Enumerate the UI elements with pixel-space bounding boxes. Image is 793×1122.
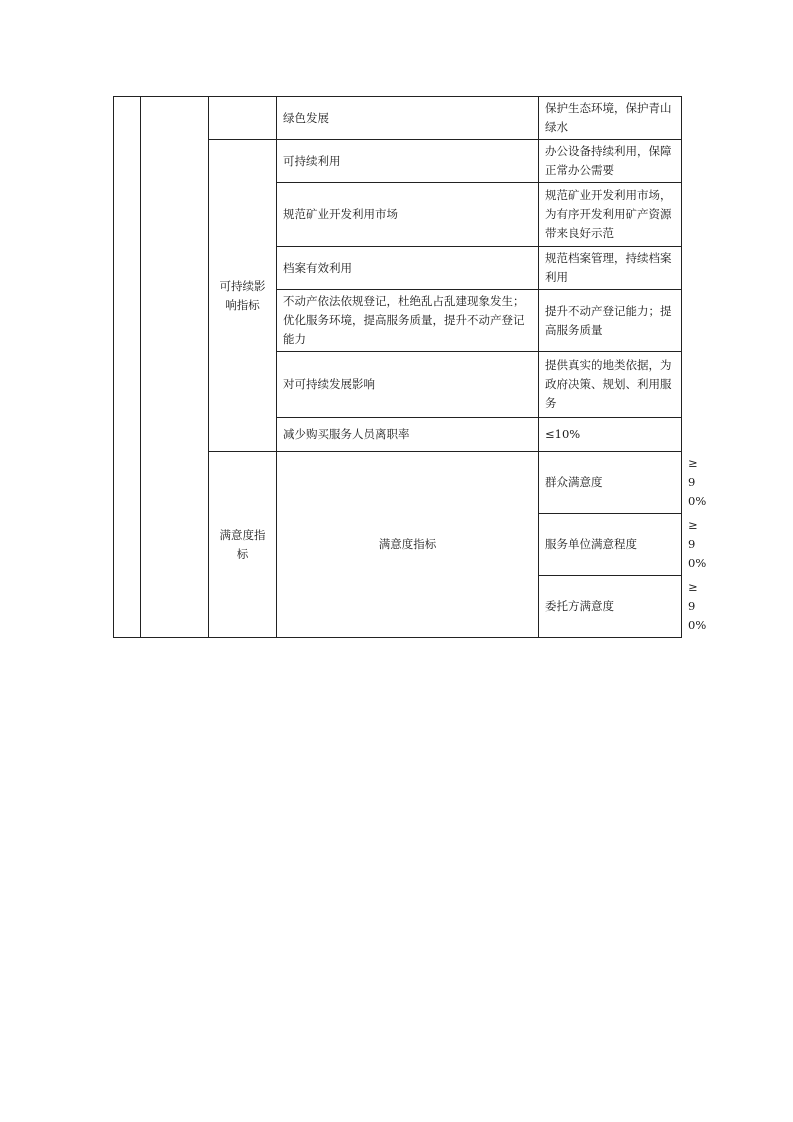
sustainability-group-label: 可持续影响指标 <box>209 140 277 452</box>
target-cell: 规范档案管理，持续档案利用 <box>539 247 682 290</box>
indicator-cell: 群众满意度 <box>539 452 682 514</box>
table-row: 委托方满意度 ≥90% <box>114 576 682 638</box>
table-row: 满意度指标 满意度指标 群众满意度 ≥90% <box>114 452 682 514</box>
level1-cell <box>141 97 209 638</box>
target-cell: 保护生态环境，保护青山绿水 <box>539 97 682 140</box>
indicator-cell: 规范矿业开发利用市场 <box>277 183 539 247</box>
indicator-cell: 不动产依法依规登记，杜绝乱占乱建现象发生；优化服务环境，提高服务质量，提升不动产登记能力 <box>277 290 539 352</box>
indicator-cell: 档案有效利用 <box>277 247 539 290</box>
target-cell: 办公设备持续利用，保障正常办公需要 <box>539 140 682 183</box>
indicator-cell: 服务单位满意程度 <box>539 514 682 576</box>
satisfaction-level2-label: 满意度指标 <box>277 452 539 638</box>
satisfaction-level1-label: 满意度指标 <box>209 452 277 638</box>
level0-cell <box>114 97 141 638</box>
target-cell: 提升不动产登记能力；提高服务质量 <box>539 290 682 352</box>
indicator-cell: 委托方满意度 <box>539 576 682 638</box>
indicator-cell: 绿色发展 <box>277 97 539 140</box>
table-row <box>114 97 682 140</box>
table-row: 服务单位满意程度 ≥90% <box>114 514 682 576</box>
target-cell: 规范矿业开发利用市场，为有序开发利用矿产资源带来良好示范 <box>539 183 682 247</box>
indicator-cell: 对可持续发展影响 <box>277 352 539 418</box>
indicator-cell: 减少购买服务人员离职率 <box>277 418 539 452</box>
target-cell: 提供真实的地类依据，为政府决策、规划、利用服务 <box>539 352 682 418</box>
performance-indicator-table <box>113 96 707 638</box>
level2-cell <box>209 97 277 140</box>
target-cell: ≤10% <box>539 418 682 452</box>
indicator-cell: 可持续利用 <box>277 140 539 183</box>
